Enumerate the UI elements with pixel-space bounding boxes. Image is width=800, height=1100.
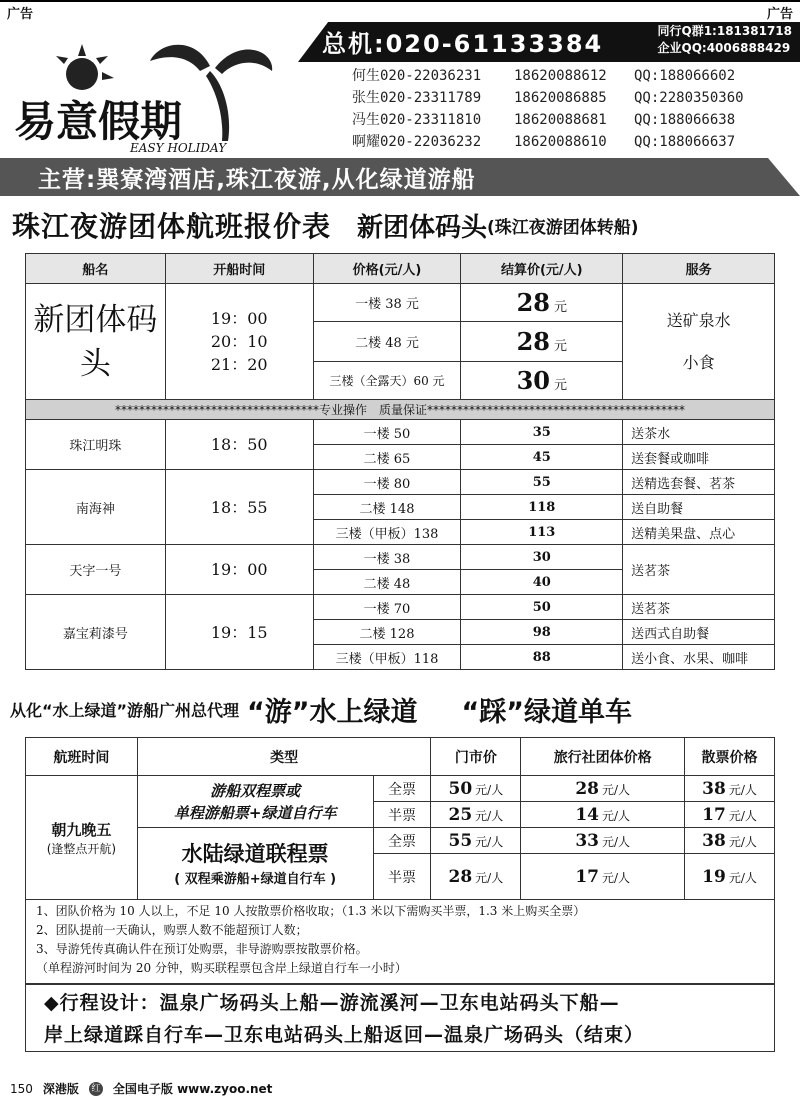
table-row: 新团体码头 19：00 20：10 21：20 一楼 38 元 28 元 送矿泉水 小食: [26, 284, 775, 322]
cruise-price-table: [25, 253, 775, 670]
business-text: 主营:巽寮湾酒店,珠江夜游,从化绿道游船: [38, 167, 476, 193]
table-row: 半票 25 元/人 14 元/人 17 元/人: [26, 802, 775, 828]
edition-badge-icon: 红: [89, 1082, 103, 1096]
product-combo-ticket: 水陆绿道联程票 ( 双程乘游船+绿道自行车 ): [137, 828, 373, 900]
header: [0, 0, 800, 160]
itinerary: [25, 984, 775, 1052]
greenway-price-table: [25, 737, 775, 900]
table-row: 南海神 18：55 一楼 80 55 送精选套餐、茗茶: [26, 470, 775, 495]
table-row: 二楼 48 元 28 元: [26, 322, 775, 362]
logo: [10, 26, 310, 158]
greenway-agent: 从化“水上绿道”游船广州总代理: [10, 700, 240, 720]
svg-text:EASY HOLIDAY: EASY HOLIDAY: [130, 141, 227, 155]
table-row: 朝九晚五 (逢整点开航) 游船双程票或 单程游船票+绿道自行车 全票 50 元/人 28 元/人 38 元/人: [26, 776, 775, 802]
boat-name: 新团体码头: [26, 284, 166, 400]
page-number: 150: [10, 1081, 33, 1096]
contact-row: 啊耀020-22036232 18620088610 QQ:188066637: [352, 134, 736, 150]
table-header-row: 航班时间 类型 门市价 旅行社团体价格 散票价格: [26, 738, 775, 776]
note-item: 3、导游凭传真确认件在预订处购票，非导游购票按散票价格。: [36, 942, 368, 956]
product-boat-ticket: 游船双程票或 单程游船票+绿道自行车: [137, 776, 373, 828]
table-row: 半票 28 元/人 17 元/人 19 元/人: [26, 854, 775, 900]
sun-icon: [66, 58, 98, 90]
contact-list: [352, 65, 792, 153]
palm-leaf-icon: [150, 45, 210, 71]
svg-text:易意假期: 易意假期: [14, 97, 183, 146]
itinerary-line: 岸上绿道踩自行车—卫东电站码头上船返回—温泉广场码头（结束）: [44, 1024, 645, 1046]
edition: 深港版: [42, 1082, 79, 1096]
table-row: 珠江明珠 18：50 一楼 50 35 送茶水: [26, 420, 775, 445]
qq-group: 同行Q群1:181381718: [657, 24, 792, 38]
table-row: 三楼（甲板）138 113 送精美果盘、点心: [26, 520, 775, 545]
itinerary-line: ◆行程设计：温泉广场码头上船—游流溪河—卫东电站码头下船—: [44, 992, 620, 1014]
table-row: 嘉宝莉漆号 19：15 一楼 70 50 送茗茶: [26, 595, 775, 620]
table-row: 二楼 148 118 送自助餐: [26, 495, 775, 520]
cruise-title-note: (珠江夜游团体转船): [487, 217, 639, 238]
hotline: 总机:020-61133384: [322, 30, 604, 58]
note-item: （单程游河时间为 20 分钟，购买联程票包含岸上绿道自行车一小时）: [36, 961, 407, 975]
notes: [25, 900, 775, 984]
cruise-title-pier: 新团体码头: [357, 212, 488, 243]
cruise-title-main: 珠江夜游团体航班报价表: [12, 210, 332, 243]
greenway-title: [10, 690, 800, 728]
table-row: 三楼（甲板）118 88 送小食、水果、咖啡: [26, 645, 775, 670]
departure-times: 19：00 20：10 21：20: [165, 284, 313, 400]
qq-company: 企业QQ:4006888429: [657, 41, 791, 55]
table-row: 二楼 48 40: [26, 570, 775, 595]
table-header-row: 船名 开船时间 价格(元/人) 结算价(元/人) 服务: [26, 254, 775, 284]
table-row: 天字一号 19：00 一楼 38 30 送茗茶: [26, 545, 775, 570]
contact-row: 冯生020-23311810 18620088681 QQ:188066638: [352, 112, 736, 128]
ad-label-right: 广告: [763, 3, 797, 22]
note-item: 2、团队提前一天确认，购票人数不能超预订人数；: [36, 923, 308, 937]
table-row: 水陆绿道联程票 ( 双程乘游船+绿道自行车 ) 全票 55 元/人 33 元/人 38 元/人: [26, 828, 775, 854]
services: 送矿泉水 小食: [623, 284, 775, 400]
contact-row: 张生020-23311789 18620086885 QQ:2280350360: [352, 90, 744, 106]
qq-info: [658, 23, 793, 57]
table-row: 二楼 65 45 送套餐或咖啡: [26, 445, 775, 470]
table-row: 三楼（全露天）60 元 30 元: [26, 362, 775, 400]
table-row: 二楼 128 98 送西式自助餐: [26, 620, 775, 645]
footer: [10, 1080, 272, 1097]
website: 全国电子版 www.zyoo.net: [112, 1082, 273, 1096]
cruise-title: [0, 200, 800, 250]
greenway-swim: “游”水上绿道: [247, 696, 418, 728]
greenway-ride: “踩”绿道单车: [461, 696, 633, 728]
ad-label-left: 广告: [3, 3, 37, 22]
note-item: 1、团队价格为 10 人以上，不足 10 人按散票价格收取；（1.3 米以下需购买半票，1.3 米上购买全票）: [36, 904, 586, 918]
schedule: 朝九晚五 (逢整点开航): [26, 776, 138, 900]
contact-row: 何生020-22036231 18620088612 QQ:188066602: [352, 68, 736, 84]
separator-row: **********************************专业操作 质量保证*******************************************: [26, 400, 775, 420]
